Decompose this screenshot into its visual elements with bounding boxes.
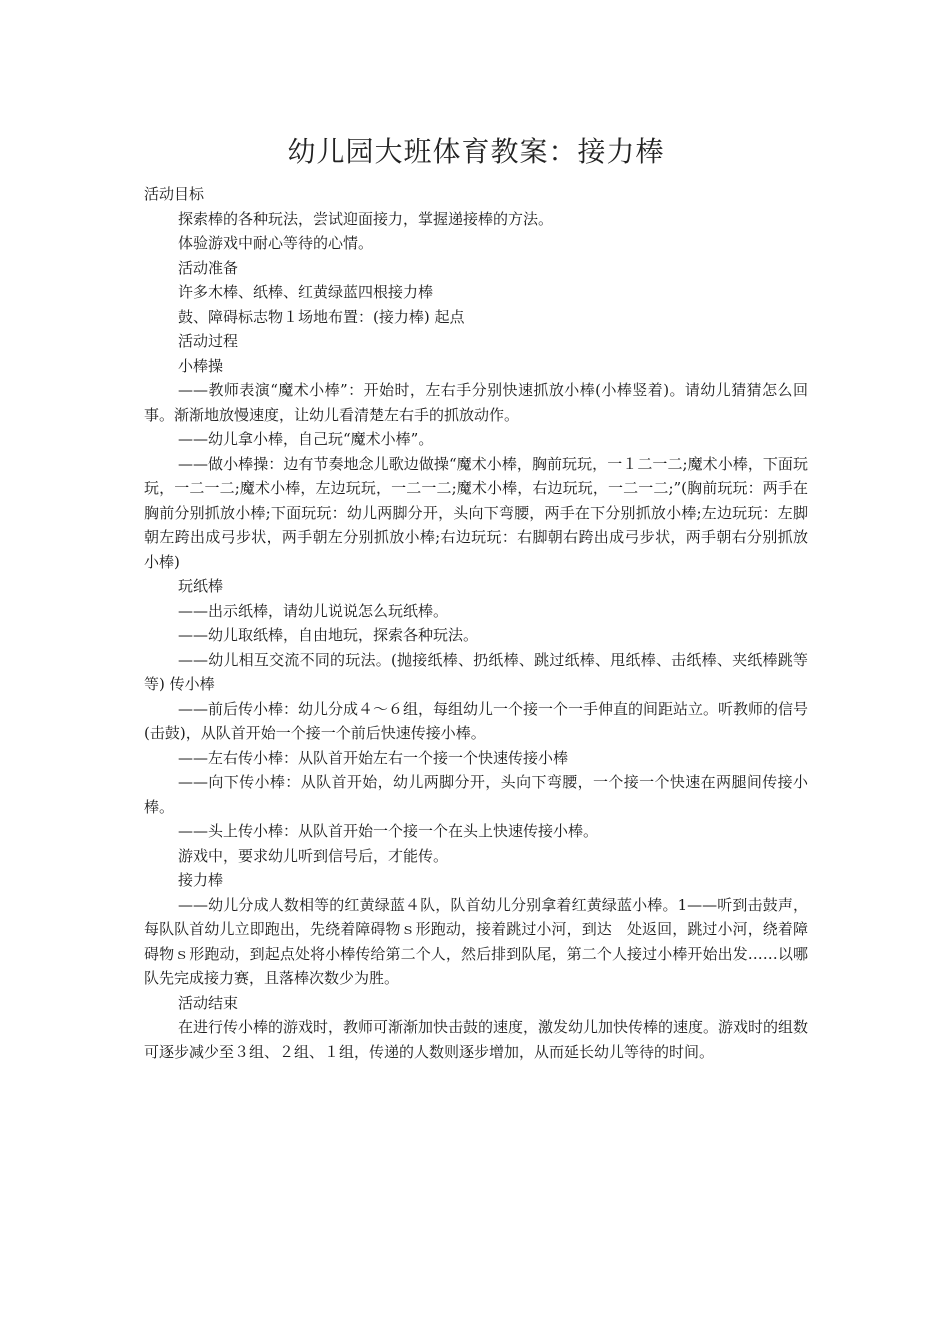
paragraph: ——教师表演“魔术小棒”：开始时，左右手分别快速抓放小棒(小棒竖着)。请幼儿猜猜怎么回事。渐渐地放慢速度，让幼儿看清楚左右手的抓放动作。: [144, 381, 808, 424]
paragraph: ——幼儿取纸棒，自由地玩，探索各种玩法。: [178, 626, 479, 644]
document-page: [144, 132, 808, 1064]
section-heading-goals: 活动目标: [144, 185, 205, 203]
subheading-stick-exercise: 小棒操: [178, 356, 224, 375]
document-title: 幼儿园大班体育教案：接力棒: [287, 135, 665, 168]
paragraph: ——幼儿相互交流不同的玩法。(抛接纸棒、扔纸棒、跳过纸棒、甩纸棒、击纸棒、夹纸棒跳等等) 传小棒: [144, 650, 808, 693]
paragraph: ——幼儿拿小棒，自己玩“魔术小棒”。: [178, 430, 434, 448]
paragraph: ——左右传小棒：从队首开始左右一个接一个快速传接小棒: [178, 748, 569, 767]
paragraph: 游戏中，要求幼儿听到信号后，才能传。: [178, 846, 449, 865]
paragraph: 在进行传小棒的游戏时，教师可渐渐加快击鼓的速度，激发幼儿加快传棒的速度。游戏时的组数可逐步减少至３组、２组、１组，传递的人数则逐步增加，从而延长幼儿等待的时间。: [144, 1018, 809, 1061]
paragraph: ——做小棒操：边有节奏地念儿歌边做操“魔术小棒，胸前玩玩，一１二一二;魔术小棒，下面玩玩，一二一二;魔术小棒，左边玩玩，一二一二;魔术小棒，右边玩玩，一二一二;”(胸前玩玩：两手在胸前分别抓放小棒;下面玩玩：幼儿两脚分开，头向下弯腰，两手在下分别抓放小棒;左边玩玩：左脚朝左跨出成弓步状，两手朝左分别抓放小棒;右边玩玩：右脚朝右跨出成弓步状，两手朝右分别抓放小棒): [144, 454, 808, 571]
subheading-paper-stick: 玩纸棒: [178, 577, 224, 595]
paragraph: ——向下传小棒：从队首开始，幼儿两脚分开，头向下弯腰，一个接一个快速在两腿间传接小棒。: [144, 773, 808, 816]
paragraph: ——出示纸棒，请幼儿说说怎么玩纸棒。: [178, 601, 449, 620]
section-heading-process: 活动过程: [178, 332, 239, 350]
paragraph: 许多木棒、纸棒、红黄绿蓝四根接力棒: [178, 283, 434, 301]
paragraph: 探索棒的各种玩法，尝试迎面接力，掌握递接棒的方法。: [178, 209, 554, 228]
subheading-relay: 接力棒: [178, 871, 224, 889]
section-heading-preparation: 活动准备: [178, 258, 239, 277]
paragraph: 鼓、障碍标志物１场地布置：(接力棒) 起点: [178, 307, 465, 326]
paragraph: ——前后传小棒：幼儿分成４～６组，每组幼儿一个接一个一手伸直的间距站立。听教师的信号(击鼓)，从队首开始一个接一个前后快速传接小棒。: [144, 699, 809, 742]
section-heading-end: 活动结束: [178, 993, 239, 1012]
paragraph: 体验游戏中耐心等待的心情。: [178, 234, 374, 252]
paragraph: ——幼儿分成人数相等的红黄绿蓝４队，队首幼儿分别拿着红黄绿蓝小棒。1——听到击鼓声，每队队首幼儿立即跑出，先绕着障碍物ｓ形跑动，接着跳过小河，到达 处返回，跳过小河，绕着障碍物ｓ形跑动，到起点处将小棒传给第二个人，然后排到队尾，第二个人接过小棒开始出发……以哪队先完成接力赛，且落棒次数少为胜。: [144, 895, 808, 987]
paragraph: ——头上传小棒：从队首开始一个接一个在头上快速传接小棒。: [178, 822, 599, 840]
